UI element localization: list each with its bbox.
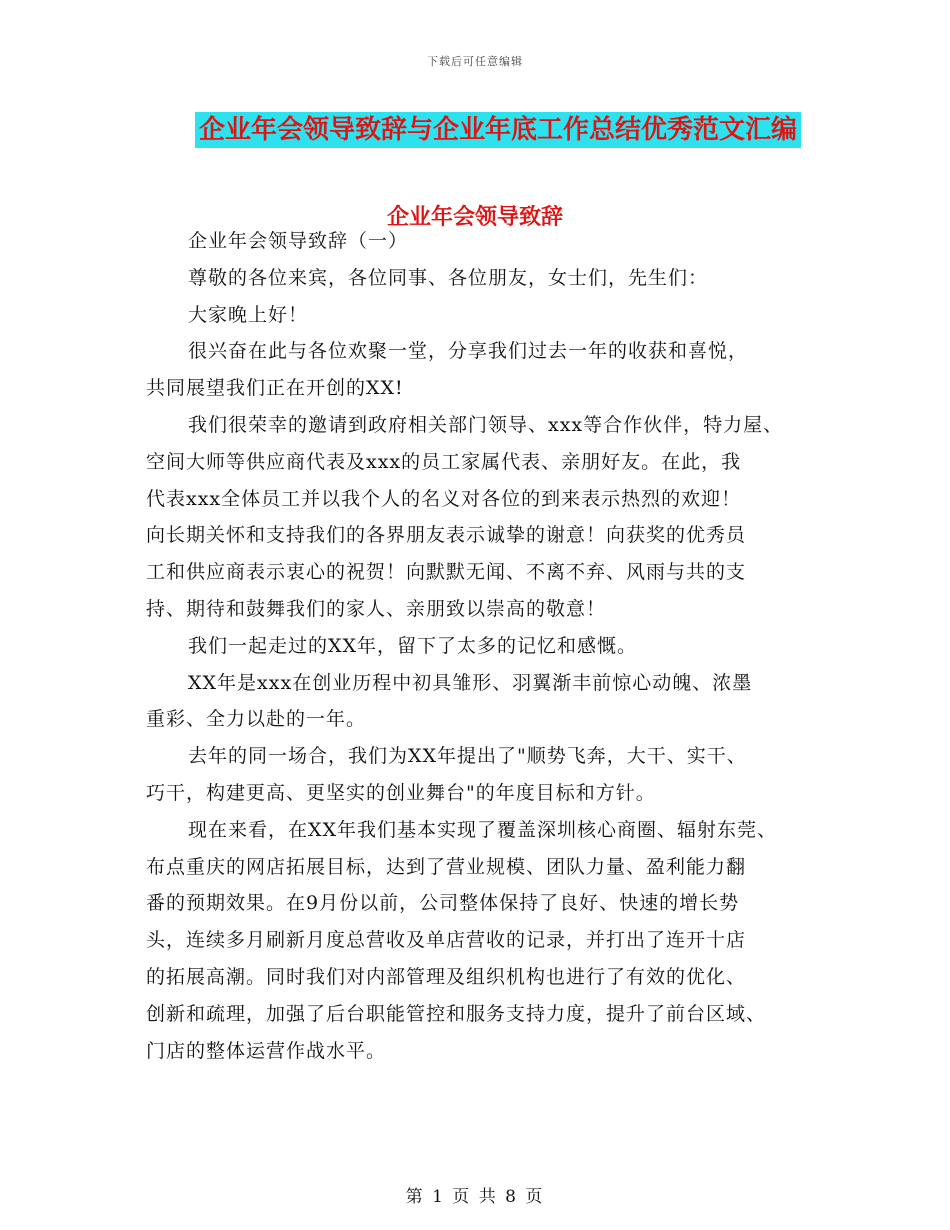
body-line: 代表xxx全体员工并以我个人的名义对各位的到来表示热烈的欢迎！ <box>146 487 742 510</box>
body-line: 头，连续多月刷新月度总营收及单店营收的记录，并打出了连开十店 <box>146 929 747 952</box>
body-line: 现在来看，在XX年我们基本实现了覆盖深圳核心商圈、辐射东莞、 <box>188 818 778 841</box>
body-line: 空间大师等供应商代表及xxx的员工家属代表、亲朋好友。在此，我 <box>146 450 742 473</box>
document-title: 企业年会领导致辞与企业年底工作总结优秀范文汇编 <box>195 112 801 148</box>
body-line: 重彩、全力以赴的一年。 <box>146 708 367 731</box>
page-header-note: 下载后可任意编辑 <box>427 55 523 68</box>
document-body <box>146 223 836 1069</box>
body-line: 去年的同一场合，我们为XX年提出了"顺势飞奔，大干、实干、 <box>188 745 747 768</box>
body-line: 创新和疏理，加强了后台职能管控和服务支持力度，提升了前台区域、 <box>146 1002 767 1025</box>
body-line: 尊敬的各位来宾，各位同事、各位朋友，女士们，先生们： <box>188 266 709 289</box>
body-line: 我们很荣幸的邀请到政府相关部门领导、xxx等合作伙伴，特力屋、 <box>188 413 784 436</box>
body-line: 我们一起走过的XX年，留下了太多的记忆和感慨。 <box>188 634 638 657</box>
body-line: 的拓展高潮。同时我们对内部管理及组织机构也进行了有效的优化、 <box>146 965 747 988</box>
body-line: 布点重庆的网店拓展目标，达到了营业规模、团队力量、盈利能力翻 <box>146 855 747 878</box>
section-title: 企业年会领导致辞 <box>386 204 563 230</box>
body-line: 很兴奋在此与各位欢聚一堂，分享我们过去一年的收获和喜悦， <box>188 340 749 363</box>
body-line: 大家晚上好！ <box>188 303 309 326</box>
body-line: 门店的整体运营作战水平。 <box>146 1039 387 1062</box>
body-line: 向长期关怀和支持我们的各界朋友表示诚挚的谢意！向获奖的优秀员 <box>146 524 747 547</box>
body-line: 巧干，构建更高、更坚实的创业舞台"的年度目标和方针。 <box>146 781 656 804</box>
body-line: 企业年会领导致辞（一） <box>188 230 409 252</box>
page-number-footer: 第 1 页 共 8 页 <box>405 1187 545 1207</box>
body-line: XX年是xxx在创业历程中初具雏形、羽翼渐丰前惊心动魄、浓墨 <box>188 671 753 694</box>
body-line: 共同展望我们正在开创的XX! <box>146 377 404 400</box>
body-line: 持、期待和鼓舞我们的家人、亲朋致以崇高的敬意！ <box>146 597 607 620</box>
body-line: 番的预期效果。在9月份以前，公司整体保持了良好、快速的增长势 <box>146 892 740 915</box>
body-line: 工和供应商表示衷心的祝贺！向默默无闻、不离不弃、风雨与共的支 <box>146 561 747 584</box>
